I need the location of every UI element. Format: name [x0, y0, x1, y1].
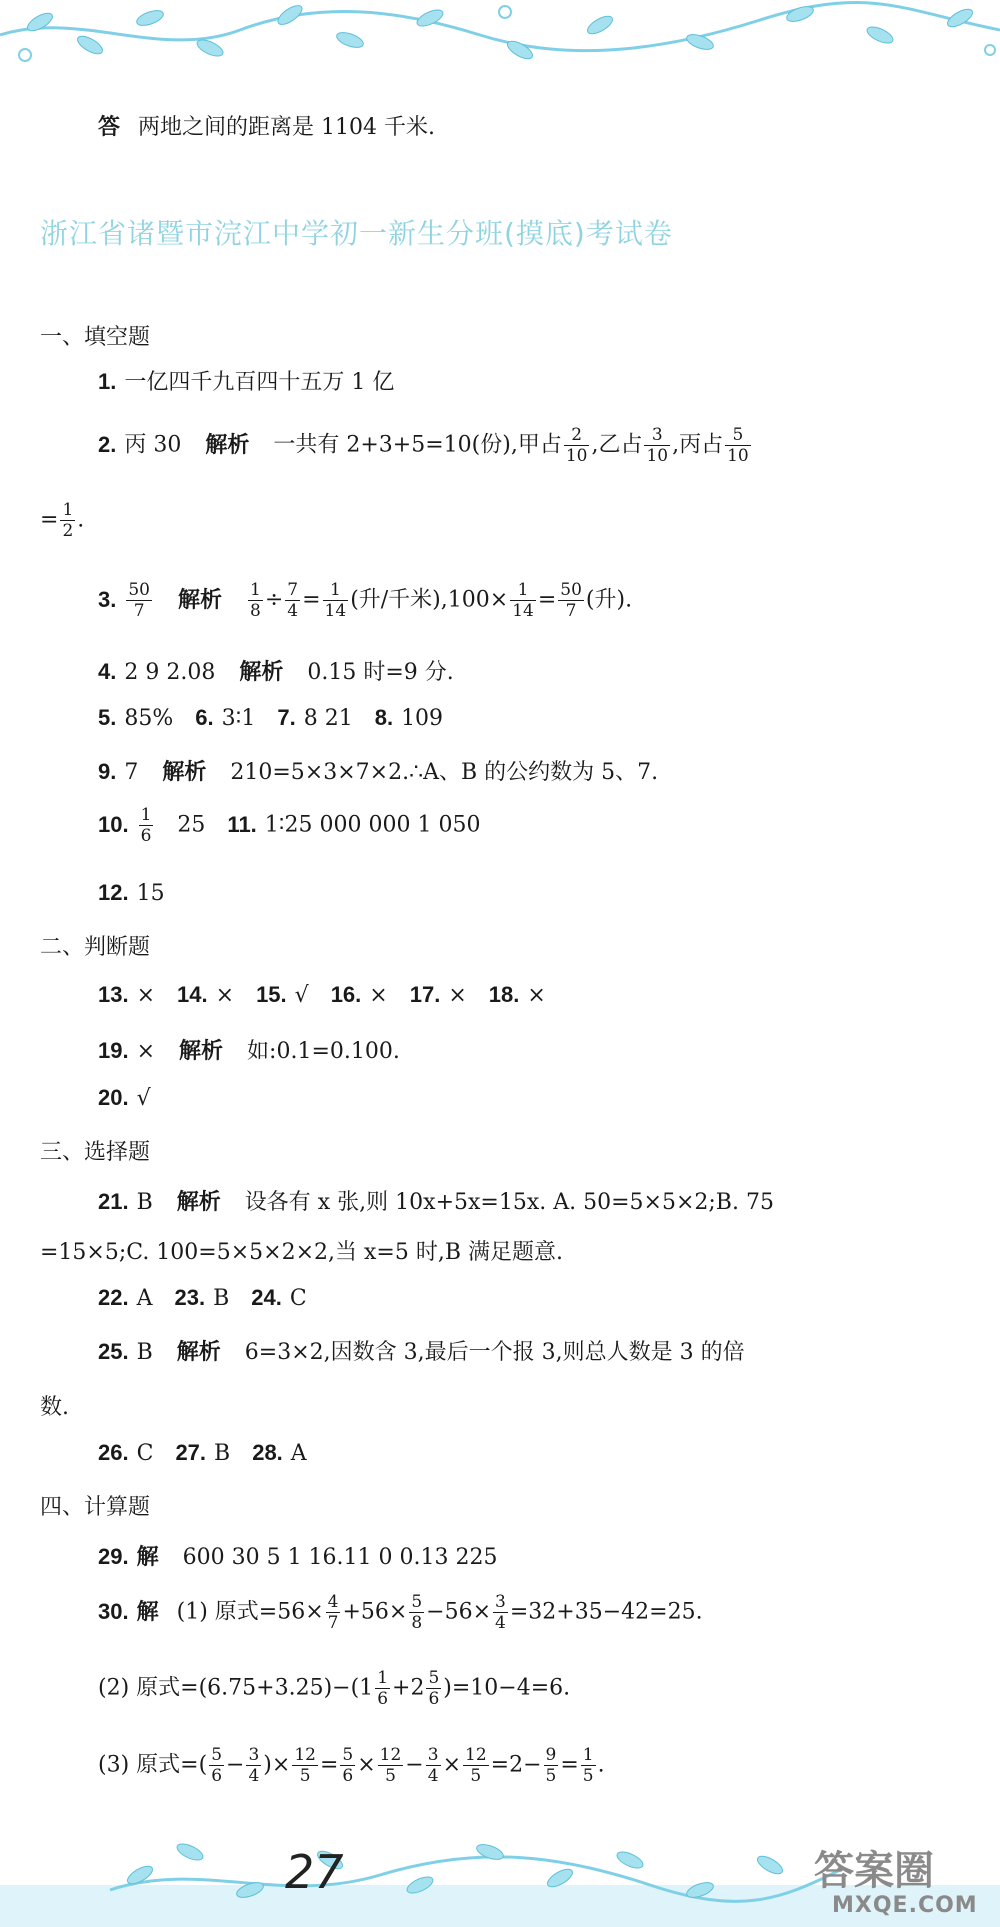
question-30-part-1 [98, 1592, 703, 1633]
fraction [544, 1745, 559, 1786]
solution-text: × [442, 1752, 461, 1778]
question-number: 5. [98, 705, 117, 730]
denominator: 6 [211, 1766, 223, 1786]
denominator: 6 [342, 1766, 354, 1786]
question-number: 2. [98, 431, 117, 457]
numerator: 12 [379, 1745, 402, 1765]
answer-text: A [136, 1286, 153, 1311]
question-number: 23. [174, 1285, 206, 1310]
analysis-label: 解析 [205, 432, 250, 458]
fraction [248, 580, 263, 621]
analysis-text: 设各有 x 张,则 10x+5x=15x. A. 50=5×5×2;B. 75 [244, 1190, 774, 1215]
answer-text: C [289, 1286, 307, 1311]
denominator: 4 [248, 1766, 260, 1786]
fraction [340, 1745, 355, 1786]
question-number: 18. [488, 982, 520, 1007]
denominator: 8 [411, 1613, 423, 1633]
fraction [209, 1745, 224, 1786]
solution-text: )=10−4=6. [443, 1675, 571, 1701]
analysis-text: ,乙占 [591, 432, 643, 458]
denominator: 5 [582, 1766, 594, 1786]
answer-text: 85% [124, 706, 174, 731]
analysis-text: = [537, 587, 557, 613]
fraction [564, 425, 590, 466]
denominator: 5 [545, 1766, 557, 1786]
questions-26-28 [98, 1440, 307, 1466]
question-number: 27. [175, 1440, 207, 1465]
question-number: 7. [277, 705, 296, 730]
denominator: 5 [470, 1766, 482, 1786]
analysis-text: 一共有 2+3+5=10(份),甲占 [273, 432, 562, 458]
denominator: 7 [327, 1613, 339, 1633]
questions-10-11 [98, 805, 480, 846]
question-number: 24. [251, 1285, 282, 1310]
numerator: 5 [342, 1745, 354, 1765]
solution-text: − [226, 1752, 245, 1778]
solution-text: − [405, 1752, 424, 1778]
solution-text: = [560, 1752, 579, 1778]
denominator: 5 [299, 1766, 311, 1786]
answer-text: B [213, 1286, 230, 1311]
analysis-text: 210=5×3×7×2.∴A、B 的公约数为 5、7. [230, 760, 659, 785]
section-heading-true-false: 二、判断题 [40, 935, 151, 960]
question-30-part-2 [98, 1668, 570, 1709]
answer-text: × [527, 983, 546, 1008]
question-number: 20. [98, 1085, 129, 1110]
questions-22-24 [98, 1285, 307, 1311]
analysis-text: 6=3×2,因数含 3,最后一个报 3,则总人数是 3 的倍 [244, 1340, 745, 1365]
fraction [644, 425, 670, 466]
section-heading-calculation: 四、计算题 [40, 1495, 151, 1520]
handwritten-page-number: 27 [285, 1845, 344, 1899]
question-2-continued [40, 500, 84, 541]
questions-13-18 [98, 982, 546, 1008]
analysis-label: 解析 [179, 1039, 224, 1064]
fraction [510, 580, 536, 621]
fraction [326, 1592, 341, 1633]
denominator: 4 [495, 1613, 506, 1633]
numerator: 12 [294, 1745, 316, 1765]
analysis-text: 数. [40, 1395, 69, 1420]
solution-text: = [319, 1752, 339, 1778]
analysis-label: 解析 [162, 760, 207, 785]
analysis-label: 解析 [178, 587, 223, 613]
denominator: 6 [428, 1689, 440, 1709]
answer-text: B [136, 1190, 153, 1215]
question-number: 19. [98, 1038, 129, 1063]
question-1 [98, 365, 394, 396]
solution-label: 解 [136, 1599, 159, 1625]
analysis-text: =15×5;C. 100=5×5×2×2,当 x=5 时,B 满足题意. [40, 1240, 563, 1265]
solution-text: −56× [426, 1599, 492, 1625]
solution-text: =2− [490, 1752, 542, 1778]
analysis-label: 解析 [239, 660, 284, 685]
numerator: 1 [140, 805, 152, 825]
question-number: 14. [177, 982, 208, 1007]
denominator: 5 [385, 1766, 396, 1786]
question-number: 11. [227, 811, 257, 837]
questions-5-8 [98, 705, 443, 731]
question-3 [98, 580, 632, 621]
numerator: 3 [427, 1745, 439, 1765]
solution-text: +56× [342, 1599, 408, 1625]
answer-text: 一亿四千九百四十五万 1 亿 [124, 370, 395, 395]
solution-text: (3) 原式=( [98, 1752, 208, 1778]
question-21-continued [40, 1235, 563, 1266]
denominator: 7 [133, 601, 145, 621]
numerator: 5 [211, 1745, 223, 1765]
fraction [409, 1592, 424, 1633]
exam-title-banner: 浙江省诸暨市浣江中学初一新生分班(摸底)考试卷 [40, 217, 673, 250]
denominator: 4 [427, 1766, 439, 1786]
analysis-label: 解析 [176, 1340, 221, 1365]
analysis-text: . [77, 507, 85, 533]
solution-text: × [357, 1752, 376, 1778]
denominator: 2 [62, 521, 74, 541]
question-number: 8. [374, 705, 394, 730]
answer-text: 8 21 [303, 706, 353, 731]
solution-text: (1) 原式=56× [176, 1599, 324, 1625]
numerator: 3 [495, 1592, 506, 1612]
question-number: 17. [409, 982, 441, 1007]
answer-text: 2 9 2.08 [124, 660, 216, 685]
fraction [426, 1668, 441, 1709]
question-21 [98, 1185, 774, 1216]
question-number: 22. [98, 1285, 129, 1310]
denominator: 7 [565, 601, 577, 621]
analysis-text: (升/千米),100× [350, 587, 509, 613]
fraction [323, 580, 349, 621]
answer-text: × [215, 983, 235, 1008]
denominator: 10 [565, 446, 588, 466]
numerator: 1 [510, 580, 536, 601]
fraction [725, 425, 751, 466]
question-number: 16. [330, 982, 362, 1007]
solution-text: =32+35−42=25. [509, 1599, 703, 1625]
fraction [139, 805, 154, 846]
question-number: 6. [195, 705, 214, 730]
fraction [375, 1668, 390, 1709]
analysis-text: 如:0.1=0.100. [247, 1039, 400, 1064]
denominator: 14 [324, 601, 347, 621]
answer-text: 600 30 5 1 16.11 0 0.13 225 [182, 1545, 498, 1570]
top-vine-decoration [0, 0, 1000, 70]
analysis-text: ÷ [264, 587, 284, 613]
site-watermark-logo [810, 1835, 995, 1927]
question-number: 1. [98, 369, 117, 394]
fraction [463, 1745, 489, 1786]
question-12 [98, 880, 165, 906]
question-number: 21. [98, 1189, 129, 1214]
question-number: 9. [98, 759, 117, 784]
question-25 [98, 1335, 745, 1366]
section-heading-fill-in: 一、填空题 [40, 325, 151, 350]
question-number: 3. [98, 586, 117, 612]
solution-text: (2) 原式=(6.75+3.25)−(1 [98, 1675, 374, 1701]
answer-text: 25 [177, 812, 206, 838]
answer-text: × [136, 983, 156, 1008]
fraction [493, 1592, 508, 1633]
solution-label: 解 [136, 1545, 159, 1570]
section-heading-multiple-choice: 三、选择题 [40, 1140, 151, 1165]
answer-text: 7 [124, 760, 139, 785]
denominator: 8 [250, 601, 261, 621]
watermark-domain: MXQE.COM [832, 1893, 978, 1918]
numerator: 1 [377, 1668, 389, 1688]
question-number: 25. [98, 1339, 129, 1364]
analysis-label: 解析 [176, 1190, 221, 1215]
question-number: 26. [98, 1440, 129, 1465]
numerator: 5 [725, 425, 751, 446]
denominator: 4 [287, 601, 299, 621]
fraction [246, 1745, 261, 1786]
numerator: 50 [128, 580, 150, 600]
answer-text: A [290, 1441, 307, 1466]
numerator: 4 [327, 1592, 339, 1612]
solution-text: . [597, 1752, 605, 1778]
numerator: 9 [545, 1745, 557, 1765]
numerator: 3 [644, 425, 670, 446]
numerator: 1 [250, 580, 261, 600]
numerator: 5 [428, 1668, 440, 1688]
question-30-part-3 [98, 1745, 605, 1786]
fraction [558, 580, 584, 621]
question-20 [98, 1085, 151, 1111]
answer-text: 丙 30 [124, 432, 182, 458]
solution-text: )× [263, 1752, 291, 1778]
answer-text: × [136, 1039, 156, 1064]
numerator: 1 [582, 1745, 594, 1765]
answer-text: 1∶25 000 000 1 050 [264, 812, 481, 838]
question-19 [98, 1034, 400, 1065]
question-number: 4. [98, 659, 117, 684]
fraction [285, 580, 300, 621]
question-25-continued [40, 1390, 69, 1421]
denominator: 10 [646, 446, 669, 466]
fraction [378, 1745, 404, 1786]
fraction [126, 580, 152, 621]
question-number: 29. [98, 1544, 129, 1569]
numerator: 12 [465, 1745, 487, 1765]
answer-label: 答 [98, 115, 121, 140]
analysis-text: = [40, 507, 59, 533]
answer-text: 3∶1 [221, 706, 256, 731]
fraction [581, 1745, 596, 1786]
question-2 [98, 425, 753, 466]
numerator: 50 [560, 580, 582, 600]
question-number: 30. [98, 1598, 129, 1624]
denominator: 6 [377, 1689, 389, 1709]
fraction [426, 1745, 441, 1786]
analysis-text: 0.15 时=9 分. [307, 660, 454, 685]
question-number: 15. [256, 982, 287, 1007]
fraction [292, 1745, 318, 1786]
denominator: 6 [140, 826, 152, 846]
numerator: 7 [287, 580, 299, 600]
question-9 [98, 755, 658, 786]
numerator: 1 [62, 500, 74, 520]
watermark-title: 答案圈 [814, 1848, 934, 1894]
answer-text: C [136, 1441, 154, 1466]
answer-text: B [214, 1441, 231, 1466]
analysis-text: = [302, 587, 321, 613]
answer-text: × [369, 983, 388, 1008]
question-4 [98, 655, 454, 686]
answer-text: 109 [401, 706, 444, 731]
question-number: 13. [98, 982, 129, 1007]
question-29 [98, 1540, 498, 1571]
answer-text: 15 [136, 881, 165, 906]
denominator: 14 [512, 601, 534, 621]
answer-text: 两地之间的距离是 1104 千米. [138, 115, 435, 140]
answer-text: B [136, 1340, 153, 1365]
numerator: 1 [323, 580, 349, 601]
question-number: 10. [98, 811, 129, 837]
solution-text: +2 [392, 1675, 425, 1701]
fraction [60, 500, 75, 541]
answer-text: × [448, 983, 467, 1008]
question-number: 28. [252, 1440, 283, 1465]
analysis-text: (升). [585, 587, 633, 613]
answer-text: √ [294, 983, 309, 1008]
numerator: 3 [248, 1745, 260, 1765]
answer-line [98, 110, 435, 141]
analysis-text: ,丙占 [672, 432, 724, 458]
numerator: 2 [564, 425, 590, 446]
question-number: 12. [98, 880, 129, 905]
answer-text: √ [136, 1086, 151, 1111]
numerator: 5 [411, 1592, 423, 1612]
denominator: 10 [727, 446, 749, 466]
